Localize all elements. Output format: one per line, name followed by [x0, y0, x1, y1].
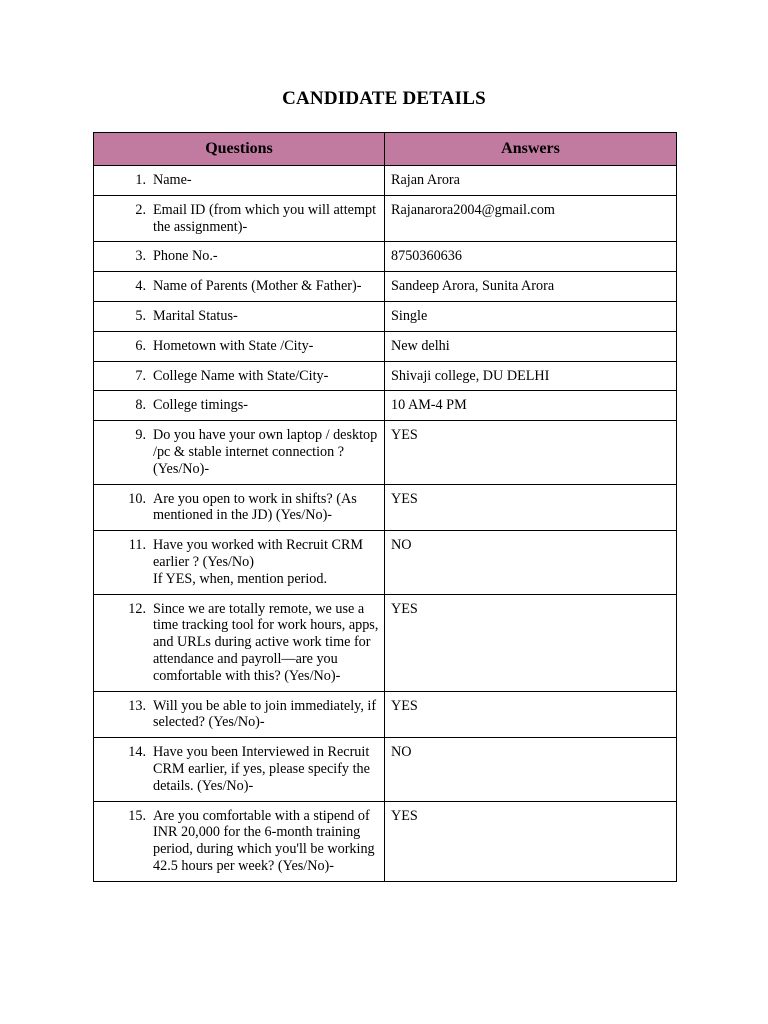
answer-cell: [385, 801, 677, 881]
answer-text: YES: [391, 490, 418, 507]
table-row: [94, 531, 677, 594]
question-number: 3.: [135, 248, 146, 265]
page-title: CANDIDATE DETAILS: [282, 88, 486, 109]
table-row: [94, 738, 677, 801]
question-number: 4.: [135, 278, 146, 295]
table-row: [94, 484, 677, 531]
question-cell: [94, 594, 385, 691]
answer-text: NO: [391, 537, 412, 554]
question-cell: [94, 272, 385, 302]
answer-text: YES: [391, 697, 418, 714]
table-row: [94, 691, 677, 738]
table-row: [94, 594, 677, 691]
answer-cell: [385, 242, 677, 272]
table-row: [94, 272, 677, 302]
question-text: Phone No.-: [153, 248, 218, 265]
answer-text: Sandeep Arora, Sunita Arora: [391, 278, 555, 295]
question-number: 7.: [135, 367, 146, 384]
question-text: Name-: [153, 172, 192, 188]
question-text: Are you open to work in shifts? (As mentioned in the JD) (Yes/No)-: [153, 490, 357, 524]
question-text: Email ID (from which you will attempt the assignment)-: [153, 201, 377, 235]
table-row: [94, 421, 677, 484]
question-cell: [94, 738, 385, 801]
question-cell: [94, 361, 385, 391]
candidate-details-table: [93, 132, 677, 882]
table-row: [94, 801, 677, 881]
answer-text: YES: [391, 807, 418, 824]
question-number: 9.: [135, 427, 146, 444]
question-text: Hometown with State /City-: [153, 337, 314, 354]
question-cell: [94, 391, 385, 421]
table-row: [94, 242, 677, 272]
answer-text: New delhi: [391, 337, 450, 354]
question-cell: [94, 331, 385, 361]
answer-cell: [385, 195, 677, 242]
question-cell: [94, 301, 385, 331]
question-text: Name of Parents (Mother & Father)-: [153, 278, 362, 295]
answer-cell: [385, 594, 677, 691]
question-number: 6.: [135, 337, 146, 354]
question-cell: [94, 691, 385, 738]
question-cell: [94, 801, 385, 881]
answer-cell: [385, 331, 677, 361]
answer-text: YES: [391, 600, 418, 617]
answers-column-header: Answers: [385, 133, 677, 166]
table-header-row: [94, 133, 677, 166]
question-text: Since we are totally remote, we use a time tracking tool for work hours, apps, and URLs during active work time for attendance and payroll—are you comfortable with this? (Yes/No)-: [153, 600, 379, 684]
question-number: 14.: [128, 744, 146, 761]
answer-cell: [385, 361, 677, 391]
question-number: 12.: [128, 600, 146, 617]
question-cell: [94, 484, 385, 531]
question-cell: [94, 195, 385, 242]
answer-cell: [385, 421, 677, 484]
answer-cell: [385, 691, 677, 738]
answer-text: 10 AM-4 PM: [391, 397, 467, 414]
question-text: College Name with State/City-: [153, 367, 329, 384]
table-row: [94, 166, 677, 196]
answer-text: Rajanarora2004@gmail.com: [391, 201, 555, 218]
question-text: College timings-: [153, 397, 248, 414]
table-row: [94, 301, 677, 331]
answer-text: Rajan Arora: [391, 172, 460, 188]
table-row: [94, 195, 677, 242]
question-text: Have you been Interviewed in Recruit CRM earlier, if yes, please specify the details. (Yes/No)-: [153, 744, 370, 794]
question-number: 10.: [128, 490, 146, 507]
question-cell: [94, 166, 385, 196]
question-text: Will you be able to join immediately, if selected? (Yes/No)-: [153, 697, 377, 731]
answer-text: Single: [391, 307, 428, 324]
answer-text: YES: [391, 427, 418, 444]
question-number: 8.: [135, 397, 146, 414]
question-text: Have you worked with Recruit CRM earlier ? (Yes/No) If YES, when, mention period.: [153, 537, 364, 587]
question-text: Do you have your own laptop / desktop /pc & stable internet connection ? (Yes/No)-: [153, 427, 378, 477]
question-number: 5.: [135, 307, 146, 324]
answer-text: Shivaji college, DU DELHI: [391, 367, 550, 384]
question-number: 11.: [128, 537, 146, 554]
question-cell: [94, 531, 385, 594]
question-cell: [94, 242, 385, 272]
question-text: Marital Status-: [153, 307, 238, 324]
question-text: Are you comfortable with a stipend of INR 20,000 for the 6-month training period, during which you'll be working 42.5 hours per week? (Yes/No)-: [153, 807, 375, 874]
answer-text: 8750360636: [391, 248, 462, 265]
question-number: 1.: [135, 172, 146, 188]
questions-column-header: Questions: [94, 133, 385, 166]
answer-cell: [385, 391, 677, 421]
answer-cell: [385, 301, 677, 331]
answer-cell: [385, 531, 677, 594]
question-number: 15.: [128, 807, 146, 824]
table-row: [94, 391, 677, 421]
table-row: [94, 331, 677, 361]
answer-cell: [385, 484, 677, 531]
answer-text: NO: [391, 744, 412, 761]
answer-cell: [385, 738, 677, 801]
question-number: 2.: [135, 201, 146, 218]
answer-cell: [385, 166, 677, 196]
question-cell: [94, 421, 385, 484]
question-number: 13.: [128, 697, 146, 714]
table-row: [94, 361, 677, 391]
answer-cell: [385, 272, 677, 302]
